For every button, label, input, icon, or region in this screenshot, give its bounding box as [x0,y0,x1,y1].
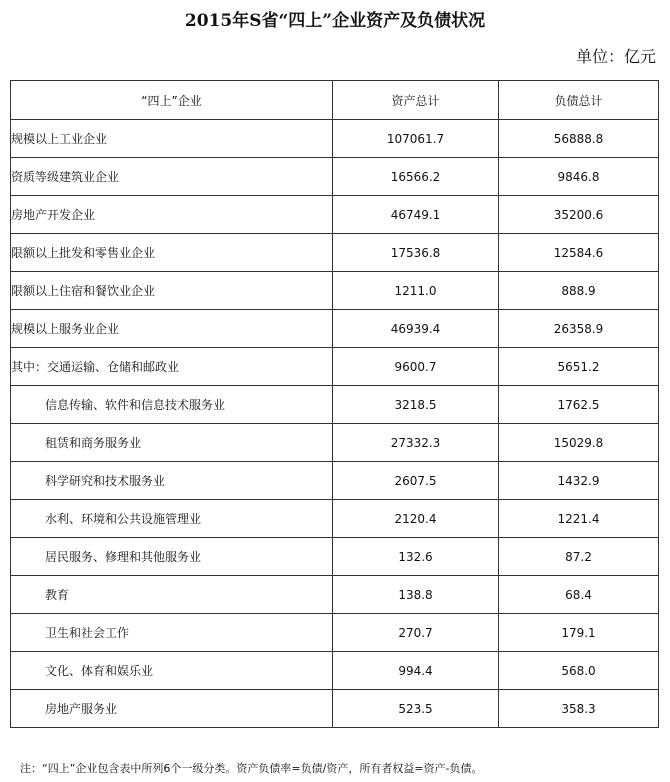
table-row [11,234,659,272]
row-category: 科学研究和技术服务业 [11,462,333,500]
table-row [11,424,659,462]
row-category: 限额以上住宿和餐饮业企业 [11,272,333,310]
row-liabilities: 358.3 [499,690,659,728]
page-title: 2015年S省“四上”企业资产及负债状况 [184,11,486,31]
row-category: 水利、环境和公共设施管理业 [11,500,333,538]
table-row [11,462,659,500]
row-category: 规模以上工业企业 [11,120,333,158]
row-liabilities: 26358.9 [499,310,659,348]
row-liabilities: 1221.4 [499,500,659,538]
row-category: 规模以上服务业企业 [11,310,333,348]
table-row [11,690,659,728]
row-assets: 2607.5 [333,462,499,500]
row-liabilities: 1762.5 [499,386,659,424]
row-liabilities: 15029.8 [499,424,659,462]
row-liabilities: 9846.8 [499,158,659,196]
table-row [11,310,659,348]
row-liabilities: 568.0 [499,652,659,690]
row-assets: 16566.2 [333,158,499,196]
table-row [11,576,659,614]
row-liabilities: 68.4 [499,576,659,614]
row-assets: 9600.7 [333,348,499,386]
row-assets: 994.4 [333,652,499,690]
header-liabilities: 负债总计 [499,81,659,120]
row-liabilities: 5651.2 [499,348,659,386]
row-category: 教育 [11,576,333,614]
row-assets: 132.6 [333,538,499,576]
table-row [11,652,659,690]
row-category: 租赁和商务服务业 [11,424,333,462]
table-row [11,158,659,196]
footnote: 注：“四上”企业包含表中所列6个一级分类。资产负债率=负债/资产，所有者权益=资产-负债。 [20,762,483,775]
row-assets: 2120.4 [333,500,499,538]
row-liabilities: 35200.6 [499,196,659,234]
table-row [11,614,659,652]
table-row [11,120,659,158]
row-assets: 523.5 [333,690,499,728]
row-category: 房地产开发企业 [11,196,333,234]
unit-label: 单位：亿元 [575,47,656,66]
table-row [11,196,659,234]
row-liabilities: 179.1 [499,614,659,652]
row-category: 房地产服务业 [11,690,333,728]
row-assets: 3218.5 [333,386,499,424]
row-assets: 27332.3 [333,424,499,462]
row-category: 居民服务、修理和其他服务业 [11,538,333,576]
row-liabilities: 1432.9 [499,462,659,500]
row-category: 资质等级建筑业企业 [11,158,333,196]
table-row [11,538,659,576]
table-row [11,500,659,538]
header-category: “四上”企业 [11,81,333,120]
header-assets: 资产总计 [333,81,499,120]
row-liabilities: 56888.8 [499,120,659,158]
row-assets: 46749.1 [333,196,499,234]
row-liabilities: 87.2 [499,538,659,576]
row-assets: 46939.4 [333,310,499,348]
row-assets: 17536.8 [333,234,499,272]
row-category: 卫生和社会工作 [11,614,333,652]
row-category: 信息传输、软件和信息技术服务业 [11,386,333,424]
table-row [11,272,659,310]
header-row [11,81,659,120]
row-assets: 107061.7 [333,120,499,158]
table-row [11,386,659,424]
row-category: 文化、体育和娱乐业 [11,652,333,690]
row-assets: 1211.0 [333,272,499,310]
row-liabilities: 12584.6 [499,234,659,272]
row-category: 其中：交通运输、仓储和邮政业 [11,348,333,386]
data-table [10,80,659,728]
row-liabilities: 888.9 [499,272,659,310]
row-assets: 138.8 [333,576,499,614]
row-category: 限额以上批发和零售业企业 [11,234,333,272]
row-assets: 270.7 [333,614,499,652]
table-row [11,348,659,386]
